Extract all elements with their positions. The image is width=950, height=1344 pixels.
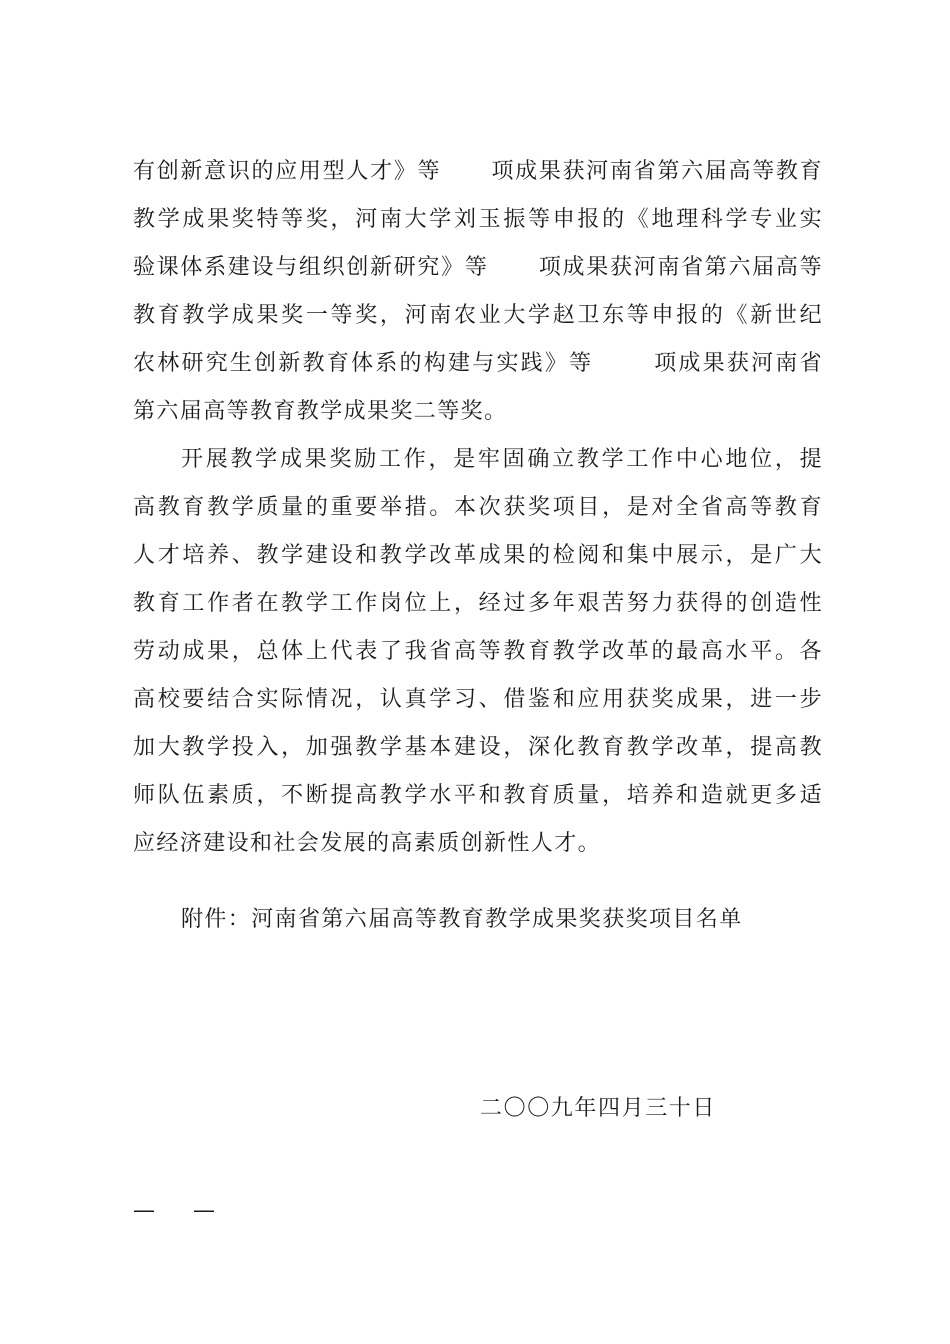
paragraph2-line5: 劳动成果，总体上代表了我省高等教育教学改革的最高水平。各 — [133, 639, 823, 664]
paragraph1-line2: 教学成果奖特等奖，河南大学刘玉振等申报的《地理科学专业实 — [133, 207, 823, 232]
paragraph2-line3: 人才培养、教学建设和教学改革成果的检阅和集中展示，是广大 — [133, 543, 823, 568]
paragraph2-line6: 高校要结合实际情况，认真学习、借鉴和应用获奖成果，进一步 — [133, 687, 823, 712]
paragraph1-line6: 第六届高等教育教学成果奖二等奖。 — [133, 399, 508, 424]
page-number-right-dash: — — [193, 1198, 215, 1223]
paragraph2-line1: 开展教学成果奖励工作，是牢固确立教学工作中心地位，提 — [181, 447, 823, 472]
paragraph2-line9: 应经济建设和社会发展的高素质创新性人才。 — [133, 831, 602, 856]
paragraph1-line5-before: 农林研究生创新教育体系的构建与实践》等 — [133, 351, 594, 376]
document-date: 二〇〇九年四月三十日 — [480, 1096, 717, 1121]
paragraph2-line2: 高教育教学质量的重要举措。本次获奖项目，是对全省高等教育 — [133, 495, 823, 520]
paragraph1-line1-after: 项成果获河南省第六届高等教育 — [491, 159, 824, 184]
paragraph1-line5 — [133, 346, 823, 382]
page-number-left-dash: — — [133, 1198, 155, 1223]
paragraph2-line8: 师队伍素质，不断提高教学水平和教育质量，培养和造就更多适 — [133, 783, 823, 808]
paragraph2-line4: 教育工作者在教学工作岗位上，经过多年艰苦努力获得的创造性 — [133, 591, 823, 616]
paragraph1-line5-after: 项成果获河南省 — [653, 351, 823, 376]
attachment-note: 附件：河南省第六届高等教育教学成果奖获奖项目名单 — [181, 907, 743, 932]
paragraph1-line4: 教育教学成果奖一等奖，河南农业大学赵卫东等申报的《新世纪 — [133, 303, 823, 328]
paragraph1-line3-after: 项成果获河南省第六届高等 — [538, 255, 823, 280]
paragraph1-line1 — [133, 154, 823, 190]
paragraph1-line3-before: 验课体系建设与组织创新研究》等 — [133, 255, 489, 280]
paragraph2-line7: 加大教学投入，加强教学基本建设，深化教育教学改革，提高教 — [133, 735, 823, 760]
paragraph1-line3 — [133, 250, 823, 286]
paragraph1-line1-before: 有创新意识的应用型人才》等 — [133, 159, 442, 184]
